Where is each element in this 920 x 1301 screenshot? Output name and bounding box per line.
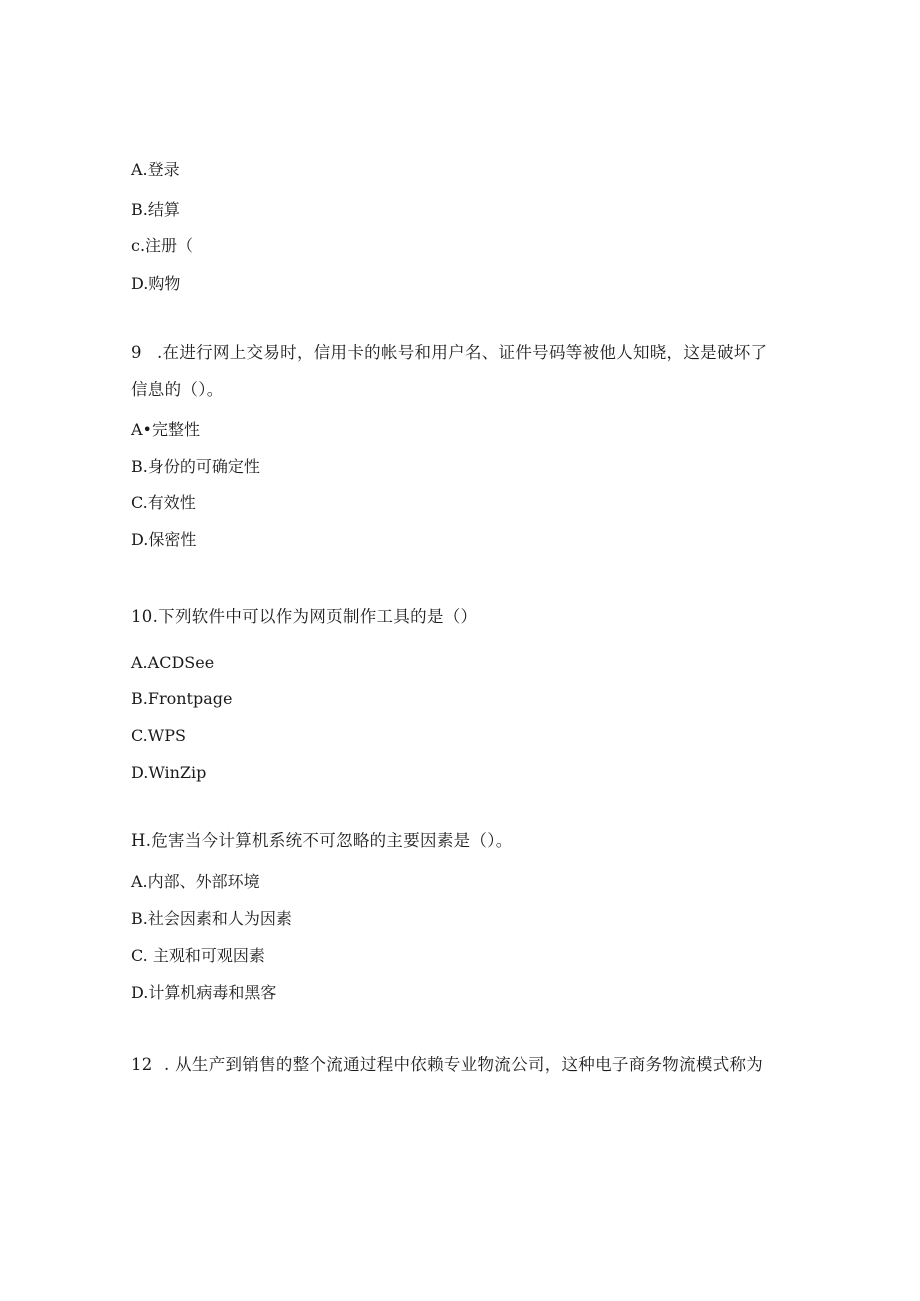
question-11-option-c: C. 主观和可观因素 bbox=[131, 946, 265, 965]
question-9-number: 9 bbox=[131, 343, 142, 362]
question-9-text: .在进行网上交易时，信用卡的帐号和用户名、证件号码等被他人知晓，这是破坏了 bbox=[157, 343, 768, 362]
question-10-option-c: C.WPS bbox=[131, 726, 186, 745]
question-9-option-b: B.身份的可确定性 bbox=[131, 457, 260, 476]
question-12-number: 12 bbox=[131, 1055, 153, 1074]
question-9-option-d: D.保密性 bbox=[131, 530, 197, 549]
option-c: c.注册（ bbox=[131, 236, 194, 255]
option-b: B.结算 bbox=[131, 200, 180, 219]
question-11-option-b: B.社会因素和人为因素 bbox=[131, 909, 292, 928]
question-9-option-c: C.有效性 bbox=[131, 493, 196, 512]
question-10-option-b: B.Frontpage bbox=[131, 689, 233, 708]
question-9-option-a: A•完整性 bbox=[131, 420, 200, 439]
question-10-option-a: A.ACDSee bbox=[131, 653, 215, 672]
question-12-text: . 从生产到销售的整个流通过程中依赖专业物流公司，这种电子商务物流模式称为 bbox=[164, 1055, 764, 1074]
question-11-text: H.危害当今计算机系统不可忽略的主要因素是（）。 bbox=[131, 831, 513, 850]
question-10-text: 10.下列软件中可以作为网页制作工具的是（） bbox=[131, 607, 478, 626]
question-12-line-1 bbox=[131, 1055, 763, 1075]
question-11-option-d: D.计算机病毒和黑客 bbox=[131, 983, 277, 1002]
option-d: D.购物 bbox=[131, 274, 181, 293]
question-9-line-1 bbox=[131, 343, 767, 363]
option-a: A.登录 bbox=[131, 160, 180, 179]
question-10-option-d: D.WinZip bbox=[131, 763, 207, 782]
question-9-line-2: 信息的（）。 bbox=[131, 380, 224, 399]
question-11-option-a: A.内部、外部环境 bbox=[131, 872, 260, 891]
